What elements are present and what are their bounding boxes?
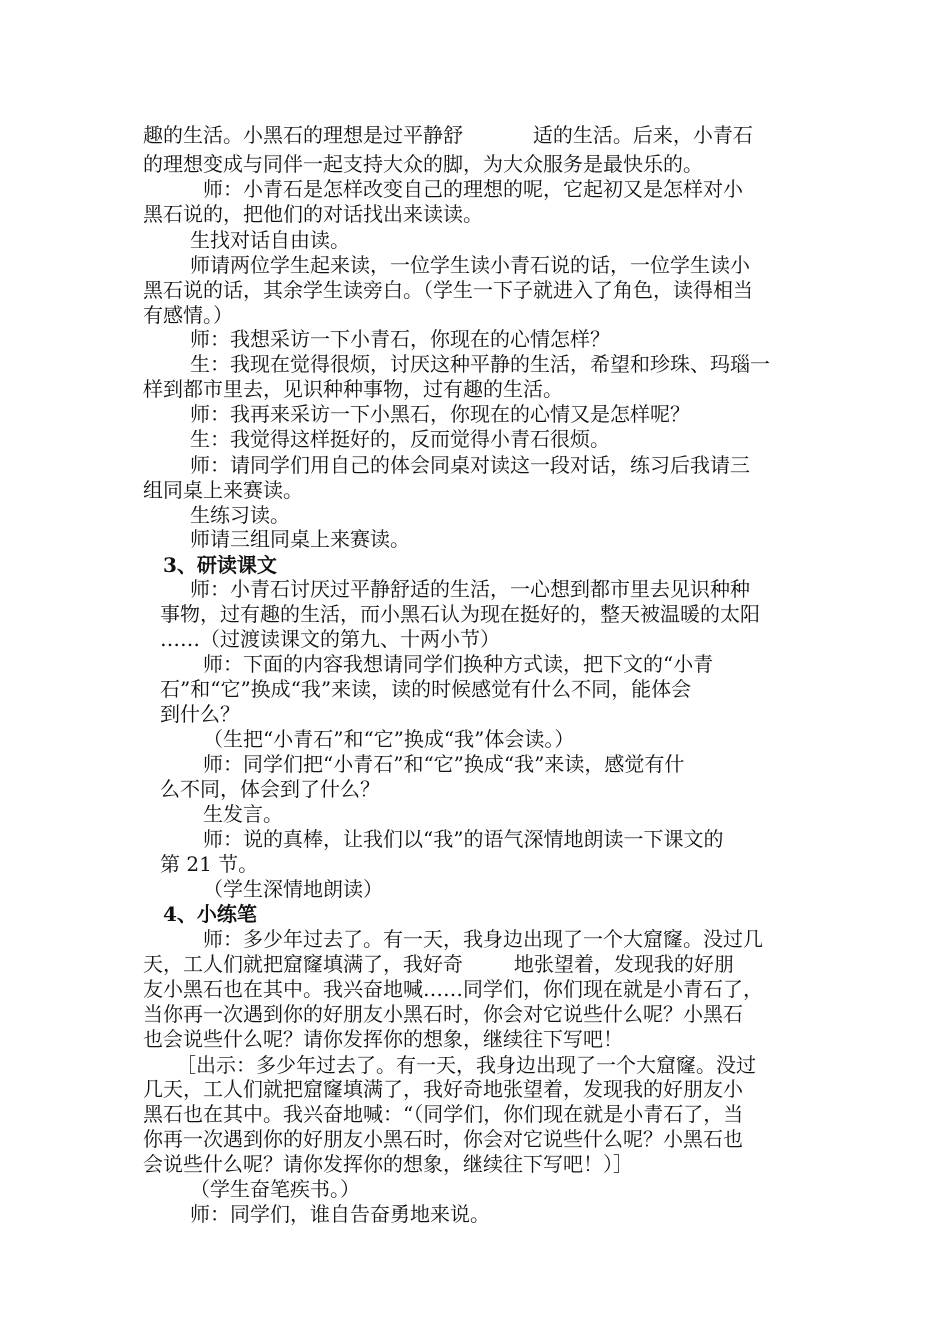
text-line: 第 21 节。: [160, 852, 259, 876]
text-line: 几天，工人们就把窟窿填满了，我好奇地张望着，发现我的好朋友小: [143, 1077, 743, 1101]
text-line: 黑石也在其中。我兴奋地喊：“（同学们，你们现在就是小青石了，当: [143, 1102, 744, 1126]
text-line: 也会说些什么呢？请你发挥你的想象，继续往下写吧！: [143, 1027, 623, 1051]
text-line: 有感情。）: [143, 303, 233, 327]
text-line: 趣的生活。小黑石的理想是过平静舒 适的生活。后来，小青石: [143, 123, 753, 147]
text-line: 到什么？: [160, 702, 240, 726]
text-line: 师：多少年过去了。有一天，我身边出现了一个大窟窿。没过几: [203, 927, 763, 951]
text-line: 你再一次遇到你的好朋友小黑石时，你会对它说些什么呢？小黑石也: [143, 1127, 743, 1151]
text-line: 当你再一次遇到你的好朋友小黑石时，你会对它说些什么呢？小黑石: [143, 1002, 743, 1026]
text-line: 师：我想采访一下小青石，你现在的心情怎样？: [190, 327, 610, 351]
text-line: 师请三组同桌上来赛读。: [190, 527, 410, 551]
text-line: （学生奋笔疾书。）: [190, 1177, 360, 1201]
text-line: ……（过渡读课文的第九、十两小节）: [160, 627, 500, 651]
text-line: 友小黑石也在其中。我兴奋地喊……同学们，你们现在就是小青石了，: [143, 977, 763, 1001]
text-line: 石”和“它”换成“我”来读，读的时候感觉有什么不同，能体会: [160, 677, 692, 701]
text-line: 么不同，体会到了什么？: [160, 777, 380, 801]
text-line: 师：我再来采访一下小黑石，你现在的心情又是怎样呢？: [190, 402, 690, 426]
text-line: 生练习读。: [190, 503, 290, 527]
text-line: 生：我觉得这样挺好的，反而觉得小青石很烦。: [190, 427, 610, 451]
text-line: （生把“小青石”和“它”换成“我”体会读。）: [203, 727, 575, 751]
text-line: （学生深情地朗读）: [203, 877, 383, 901]
section-heading: 4、小练笔: [163, 902, 257, 926]
text-line: 会说些什么呢？请你发挥你的想象，继续往下写吧！）］: [143, 1152, 633, 1176]
section-heading: 3、研读课文: [163, 553, 277, 577]
text-line: 天，工人们就把窟窿填满了，我好奇 地张望着，发现我的好朋: [143, 952, 734, 976]
text-line: 黑石说的，把他们的对话找出来读读。: [143, 202, 483, 226]
text-line: 师：小青石是怎样改变自己的理想的呢，它起初又是怎样对小: [203, 177, 743, 201]
text-line: ［出示：多少年过去了。有一天，我身边出现了一个大窟窿。没过: [176, 1053, 756, 1077]
text-line: 师：下面的内容我想请同学们换种方式读，把下文的“小青: [203, 652, 714, 676]
text-line: 师：请同学们用自己的体会同桌对读这一段对话，练习后我请三: [190, 453, 750, 477]
text-line: 师：同学们，谁自告奋勇地来说。: [190, 1202, 490, 1226]
text-line: 生发言。: [203, 802, 283, 826]
text-line: 的理想变成与同伴一起支持大众的脚，为大众服务是最快乐的。: [143, 152, 703, 176]
text-line: 组同桌上来赛读。: [143, 478, 303, 502]
text-line: 师：同学们把“小青石”和“它”换成“我”来读，感觉有什: [203, 752, 685, 776]
text-line: 生：我现在觉得很烦，讨厌这种平静的生活，希望和珍珠、玛瑙一: [190, 352, 770, 376]
text-line: 师：说的真棒，让我们以“我”的语气深情地朗读一下课文的: [203, 827, 724, 851]
text-line: 生找对话自由读。: [190, 228, 350, 252]
text-line: 事物，过有趣的生活，而小黑石认为现在挺好的，整天被温暖的太阳: [160, 602, 760, 626]
text-line: 师：小青石讨厌过平静舒适的生活，一心想到都市里去见识种种: [190, 577, 750, 601]
text-line: 样到都市里去，见识种种事物，过有趣的生活。: [143, 377, 563, 401]
text-line: 黑石说的话，其余学生读旁白。（学生一下子就进入了角色，读得相当: [143, 278, 753, 302]
text-line: 师请两位学生起来读，一位学生读小青石说的话，一位学生读小: [190, 253, 750, 277]
